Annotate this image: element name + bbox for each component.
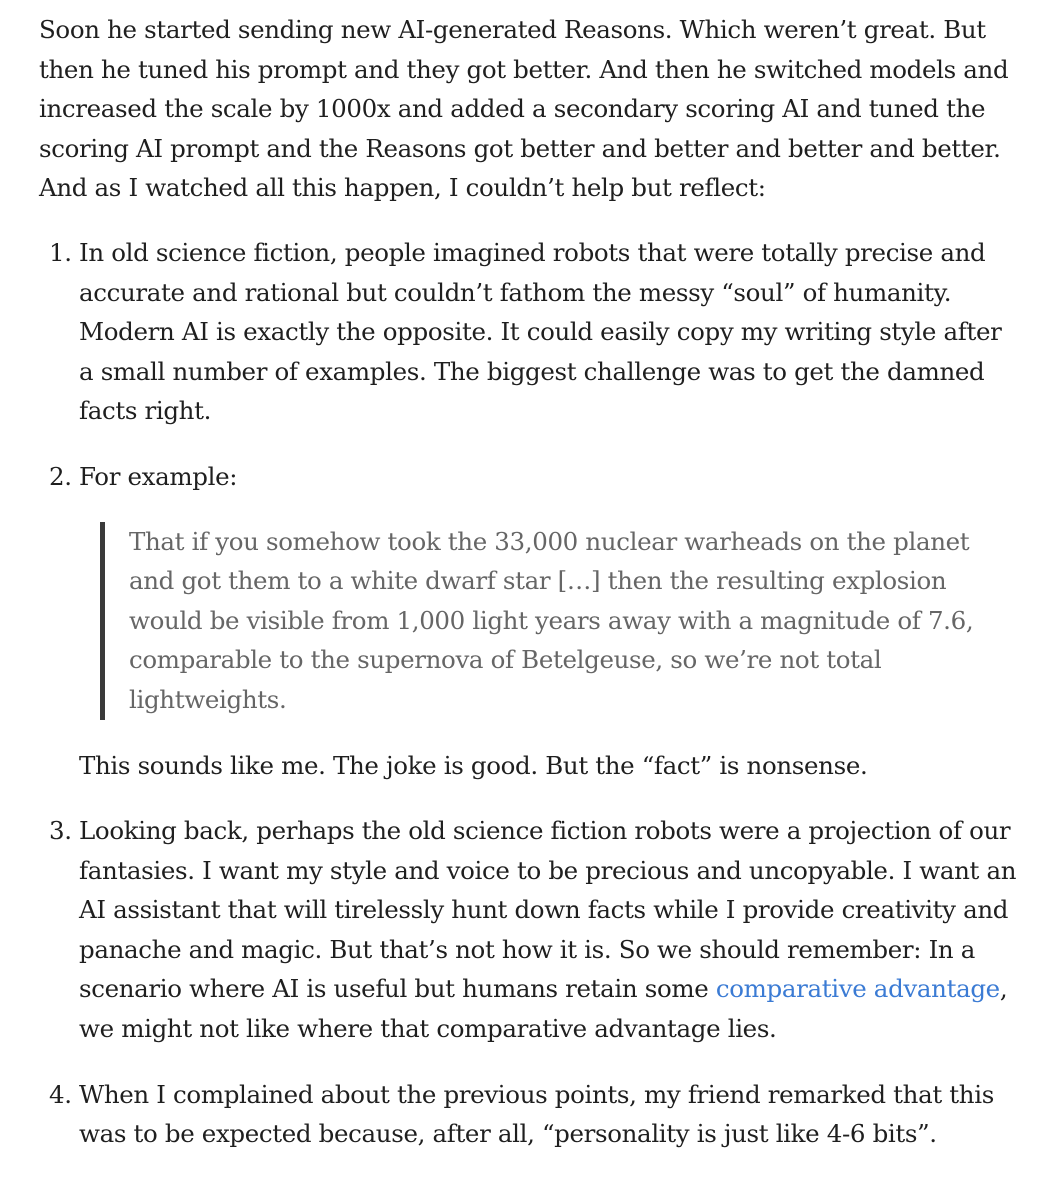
list-item-followup: This sounds like me. The joke is good. But the “fact” is nonsense. (79, 750, 868, 780)
reflection-list (39, 233, 1021, 1154)
list-item-text: When I complained about the previous points, my friend remarked that this was to be expected because, after all, “personality is just like 4-6 bits”. (79, 1079, 994, 1149)
quote-text: That if you somehow took the 33,000 nuclear warheads on the planet and got them to a white dwarf star […] then the resulting explosion would be visible from 1,000 light years away with a magnitude of 7.6, comparable to the supernova of Betelgeuse, so we’re not total lightweights. (129, 526, 974, 714)
list-item (39, 811, 1021, 1049)
list-item-text-after-link: , we might not like where that comparative advantage lies. (79, 974, 1008, 1044)
list-number: 3. (49, 816, 72, 846)
intro-paragraph: Soon he started sending new AI-generated Reasons. Which weren’t great. But then he tuned his prompt and they got better. And then he switched models and increased the scale by 1000x and added a secondary scoring AI and tuned the scoring AI prompt and the Reasons got better and better and better and better. And as I watched all this happen, I couldn’t help but reflect: (39, 15, 1009, 203)
list-number: 1. (49, 237, 72, 267)
list-item (39, 1075, 1021, 1154)
list-item-text: In old science fiction, people imagined robots that were totally precise and accurate and rational but couldn’t fathom the messy “soul” of humanity. Modern AI is exactly the opposite. It could easily copy my writing style after a small number of examples. The biggest challenge was to get the damned facts right. (79, 237, 1002, 426)
list-item (39, 457, 1021, 785)
blockquote (100, 522, 1021, 720)
list-number: 2. (49, 461, 72, 491)
list-item-text: For example: (79, 461, 238, 491)
list-item (39, 233, 1021, 431)
list-item-text-before-link: Looking back, perhaps the old science fiction robots were a projection of our fantasies. I want my style and voice to be precious and uncopyable. I want an AI assistant that will tirelessly hunt down facts while I provide creativity and panache and magic. But that’s not how it is. So we should remember: In a scenario where AI is useful but humans retain some (79, 816, 1017, 1004)
comparative-advantage-link[interactable]: comparative advantage (715, 974, 1000, 1004)
list-number: 4. (49, 1079, 72, 1109)
